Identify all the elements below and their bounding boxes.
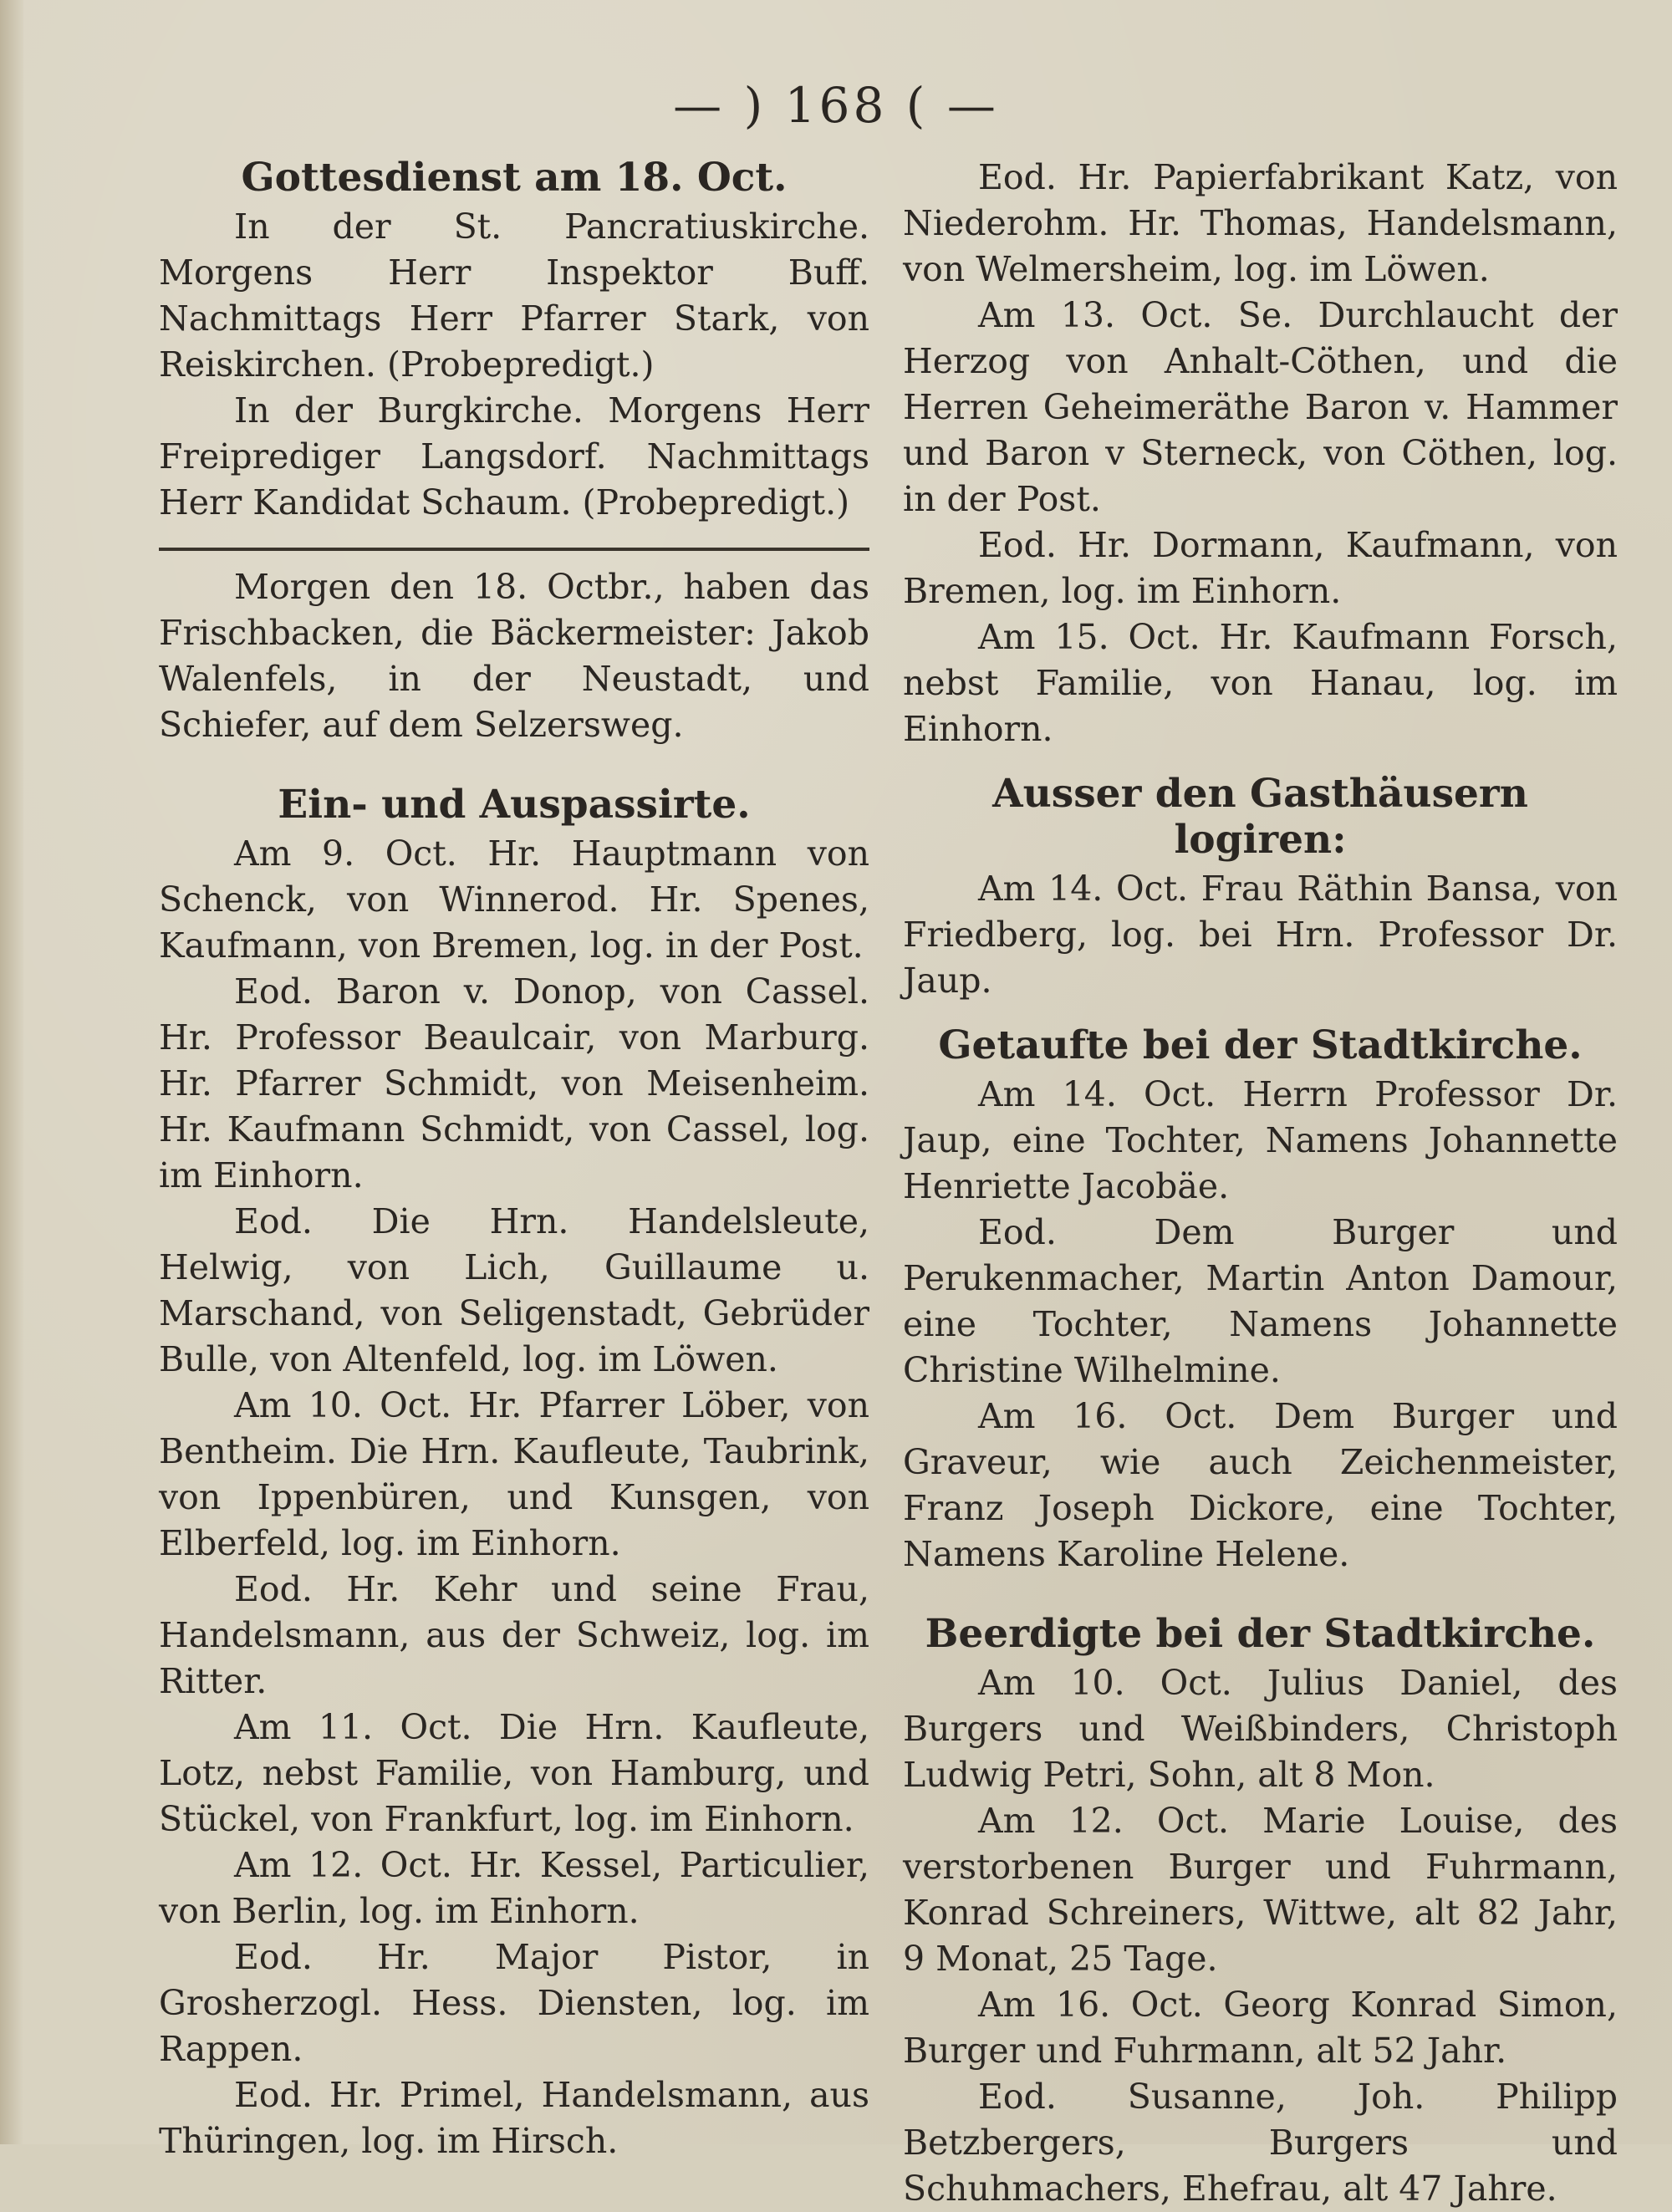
paragraph: Am 14. Oct. Herrn Professor Dr. Jaup, eine Tochter, Namens Johannette Henriette Jacobäe. (903, 1074, 1618, 1206)
paragraph: Eod. Baron v. Donop, von Cassel. Hr. Professor Beaulcair, von Marburg. Hr. Pfarrer Schmidt, von Meisenheim. Hr. Kaufmann Schmidt, von Cassel, log. im Einhorn. (159, 971, 869, 1195)
heading-getaufte: Getaufte bei der Stadtkirche. (938, 1022, 1583, 1068)
paragraph: In der Burgkirche. Morgens Herr Freiprediger Langsdorf. Nachmittags Herr Kandidat Schaum. (Probepredigt.) (159, 390, 869, 522)
page-edge-shadow (0, 0, 23, 2144)
paragraph: Am 14. Oct. Frau Räthin Bansa, von Friedberg, log. bei Hrn. Professor Dr. Jaup. (903, 869, 1618, 1001)
paragraph: Am 10. Oct. Hr. Pfarrer Löber, von Bentheim. Die Hrn. Kaufleute, Taubrink, von Ippenbüren, und Kunsgen, von Elberfeld, log. im Einhorn. (159, 1385, 869, 1563)
paragraph: Eod. Die Hrn. Handelsleute, Helwig, von Lich, Guillaume u. Marschand, von Seligenstadt, Gebrüder Bulle, von Altenfeld, log. im Löwen. (159, 1201, 869, 1379)
paragraph: Am 16. Oct. Georg Konrad Simon, Burger und Fuhrmann, alt 52 Jahr. (903, 1985, 1618, 2071)
left-column (159, 155, 869, 2164)
heading-gottesdienst: Gottesdienst am 18. Oct. (241, 155, 788, 201)
paragraph: Eod. Hr. Dormann, Kaufmann, von Bremen, log. im Einhorn. (903, 525, 1618, 611)
paragraph: Eod. Hr. Major Pistor, in Grosherzogl. Hess. Diensten, log. im Rappen. (159, 1937, 869, 2069)
heading-beerdigte: Beerdigte bei der Stadtkirche. (925, 1611, 1596, 1657)
heading-ausser-den-gasthaeusern: Ausser den Gasthäusern logiren: (992, 771, 1528, 863)
paragraph: Am 12. Oct. Marie Louise, des verstorbenen Burger und Fuhrmann, Konrad Schreiners, Wittwe, alt 82 Jahr, 9 Monat, 25 Tage. (903, 1801, 1618, 1979)
paragraph: Eod. Dem Burger und Perukenmacher, Martin Anton Damour, eine Tochter, Namens Johannette Christine Wilhelmine. (903, 1212, 1618, 1390)
paragraph: Am 13. Oct. Se. Durchlaucht der Herzog von Anhalt-Cöthen, und die Herren Geheimeräthe Baron v. Hammer und Baron v Sterneck, von Cöthen, log. in der Post. (903, 295, 1618, 519)
paragraph: Am 12. Oct. Hr. Kessel, Particulier, von Berlin, log. im Einhorn. (159, 1845, 869, 1931)
paragraph: Am 9. Oct. Hr. Hauptmann von Schenck, von Winnerod. Hr. Spenes, Kaufmann, von Bremen, log. in der Post. (159, 833, 869, 966)
paragraph: Morgen den 18. Octbr., haben das Frischbacken, die Bäckermeister: Jakob Walenfels, in der Neustadt, und Schiefer, auf dem Selzersweg. (159, 567, 869, 745)
paragraph: Am 16. Oct. Dem Burger und Graveur, wie auch Zeichenmeister, Franz Joseph Dickore, eine Tochter, Namens Karoline Helene. (903, 1396, 1618, 1574)
paragraph: Eod. Susanne, Joh. Philipp Betzbergers, Burgers und Schuhmachers, Ehefrau, alt 47 Jahre. (903, 2077, 1618, 2209)
right-column (903, 155, 1618, 2212)
paragraph: Am 11. Oct. Die Hrn. Kaufleute, Lotz, nebst Familie, von Hamburg, und Stückel, von Frankfurt, log. im Einhorn. (159, 1707, 869, 1839)
page-number: — ) 168 ( — (673, 77, 999, 134)
heading-ein-und-auspassirte: Ein- und Auspassirte. (278, 782, 751, 828)
paragraph: Eod. Hr. Papierfabrikant Katz, von Niederohm. Hr. Thomas, Handelsmann, von Welmersheim, log. im Löwen. (903, 157, 1618, 289)
paragraph: Eod. Hr. Primel, Handelsmann, aus Thüringen, log. im Hirsch. (159, 2075, 869, 2161)
paragraph: Eod. Hr. Kehr und seine Frau, Handelsmann, aus der Schweiz, log. im Ritter. (159, 1569, 869, 1701)
paragraph: Am 10. Oct. Julius Daniel, des Burgers und Weißbinders, Christoph Ludwig Petri, Sohn, alt 8 Mon. (903, 1663, 1618, 1795)
section-divider (159, 548, 869, 551)
paragraph: Am 15. Oct. Hr. Kaufmann Forsch, nebst Familie, von Hanau, log. im Einhorn. (903, 617, 1618, 749)
paragraph: In der St. Pancratiuskirche. Morgens Herr Inspektor Buff. Nachmittags Herr Pfarrer Stark, von Reiskirchen. (Probepredigt.) (159, 206, 869, 385)
